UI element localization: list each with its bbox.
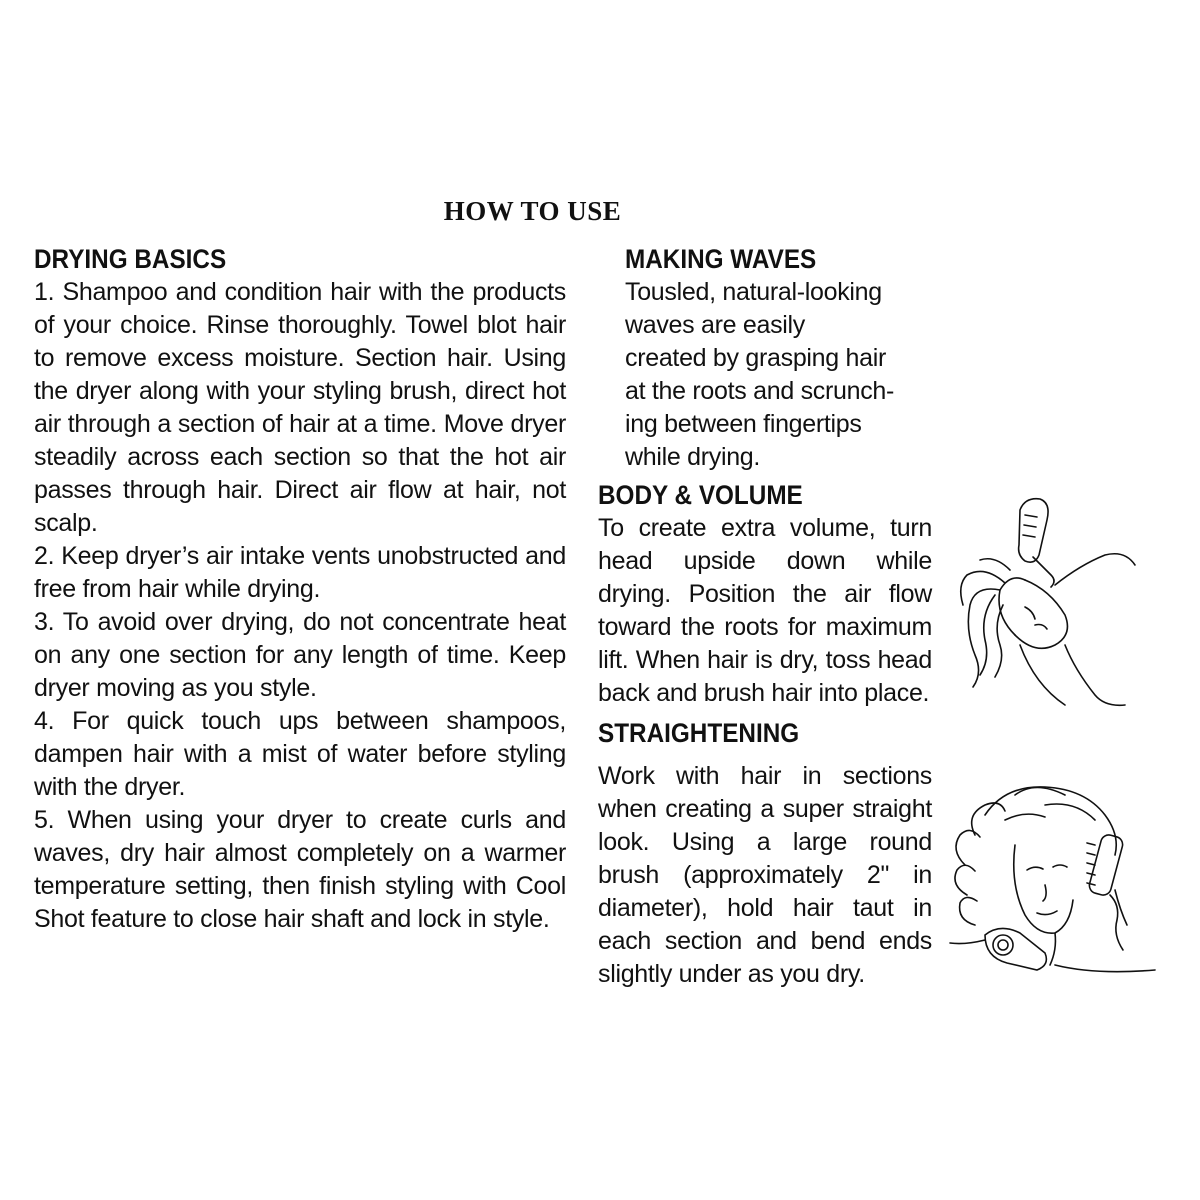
drying-step-5: 5. When using your dryer to create curls and waves, dry hair almost completely on a warmer temperature setting, then finish styling with Cool Shot feature to close hair shaft and lock in style.: [34, 806, 566, 933]
drying-step-1: 1. Shampoo and condition hair with the products of your choice. Rinse thoroughly. Towel blot hair to remove excess moisture. Section hair. Using the dryer along with your styling brush, direct hot air through a section of hair at a time. Move dryer steadily across each section so that the hot air passes through hair. Direct air flow at hair, not scalp.: [34, 278, 566, 537]
straightening-heading: STRAIGHTENING: [598, 718, 800, 748]
body-volume-heading: BODY & VOLUME: [598, 480, 803, 510]
drying-basics-steps: [34, 276, 566, 936]
drying-step-2: 2. Keep dryer’s air intake vents unobstructed and free from hair while drying.: [34, 542, 566, 603]
body-volume-text: To create extra volume, turn head upside down while drying. Position the air flow toward the roots for maximum lift. When hair is dry, toss head back and brush hair into place.: [598, 514, 932, 707]
drying-step-3: 3. To avoid over drying, do not concentrate heat on any one section for any length of time. Keep dryer moving as you style.: [34, 608, 566, 702]
body-volume-illustration: [955, 495, 1140, 710]
straightening-text: Work with hair in sections when creating a super straight look. Using a large round brush (approximately 2" in diameter), hold hair taut in each section and bend ends slightly under as you dry.: [598, 762, 932, 988]
making-waves-text: Tousled, natural-looking waves are easily created by grasping hair at the roots and scrunch- ing between fingertips while drying.: [625, 278, 895, 471]
making-waves-heading: MAKING WAVES: [625, 244, 817, 274]
drying-basics-heading: DRYING BASICS: [34, 244, 227, 274]
page-title: HOW TO USE: [443, 196, 622, 226]
drying-step-4: 4. For quick touch ups between shampoos, dampen hair with a mist of water before styling with the dryer.: [34, 707, 566, 801]
straightening-illustration: [945, 775, 1175, 990]
